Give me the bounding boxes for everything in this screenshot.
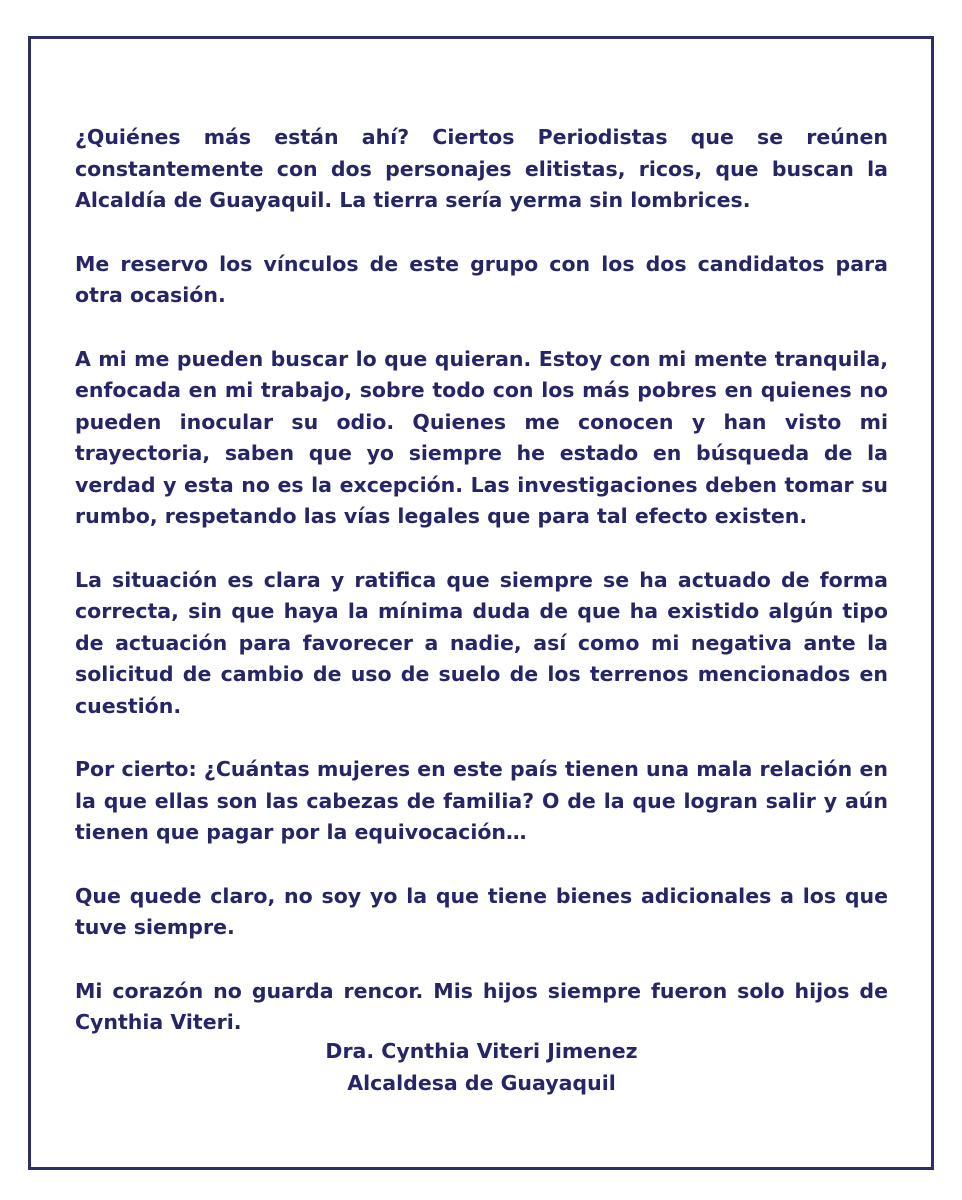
paragraph-2: Me reservo los vínculos de este grupo con los dos candidatos para otra ocasión. [75,251,888,307]
signature-title: Alcaldesa de Guayaquil [347,1070,616,1095]
letter-body [75,122,888,1071]
paragraph-5: Por cierto: ¿Cuántas mujeres en este país tienen una mala relación en la que ellas son las cabezas de familia? O de la que logran salir y aún tienen que pagar por la equivocación… [75,757,888,844]
paragraph-7: Mi corazón no guarda rencor. Mis hijos siempre fueron solo hijos de Cynthia Viteri. [75,978,888,1034]
signature-name: Dra. Cynthia Viteri Jimenez [325,1039,638,1063]
paragraph-1: ¿Quiénes más están ahí? Ciertos Periodistas que se reúnen constantemente con dos personajes elitistas, ricos, que buscan la Alcaldía de Guayaquil. La tierra sería yerma sin lombrices. [75,125,888,212]
paragraph-4: La situación es clara y ratifica que siempre se ha actuado de forma correcta, sin que haya la mínima duda de que ha existido algún tipo de actuación para favorecer a nadie, así como mi negativa ante la solicitud de cambio de uso de suelo de los terrenos mencionados en cuestión. [75,567,888,718]
signature-block [75,1036,888,1099]
paragraph-3: A mi me pueden buscar lo que quieran. Estoy con mi mente tranquila, enfocada en mi trabajo, sobre todo con los más pobres en quienes no pueden inocular su odio. Quienes me conocen y han visto mi trayectoria, saben que yo siempre he estado en búsqueda de la verdad y esta no es la excepción. Las investigaciones deben tomar su rumbo, respetando las vías legales que para tal efecto existen. [75,346,888,528]
paragraph-6: Que quede claro, no soy yo la que tiene bienes adicionales a los que tuve siempre. [75,883,888,939]
